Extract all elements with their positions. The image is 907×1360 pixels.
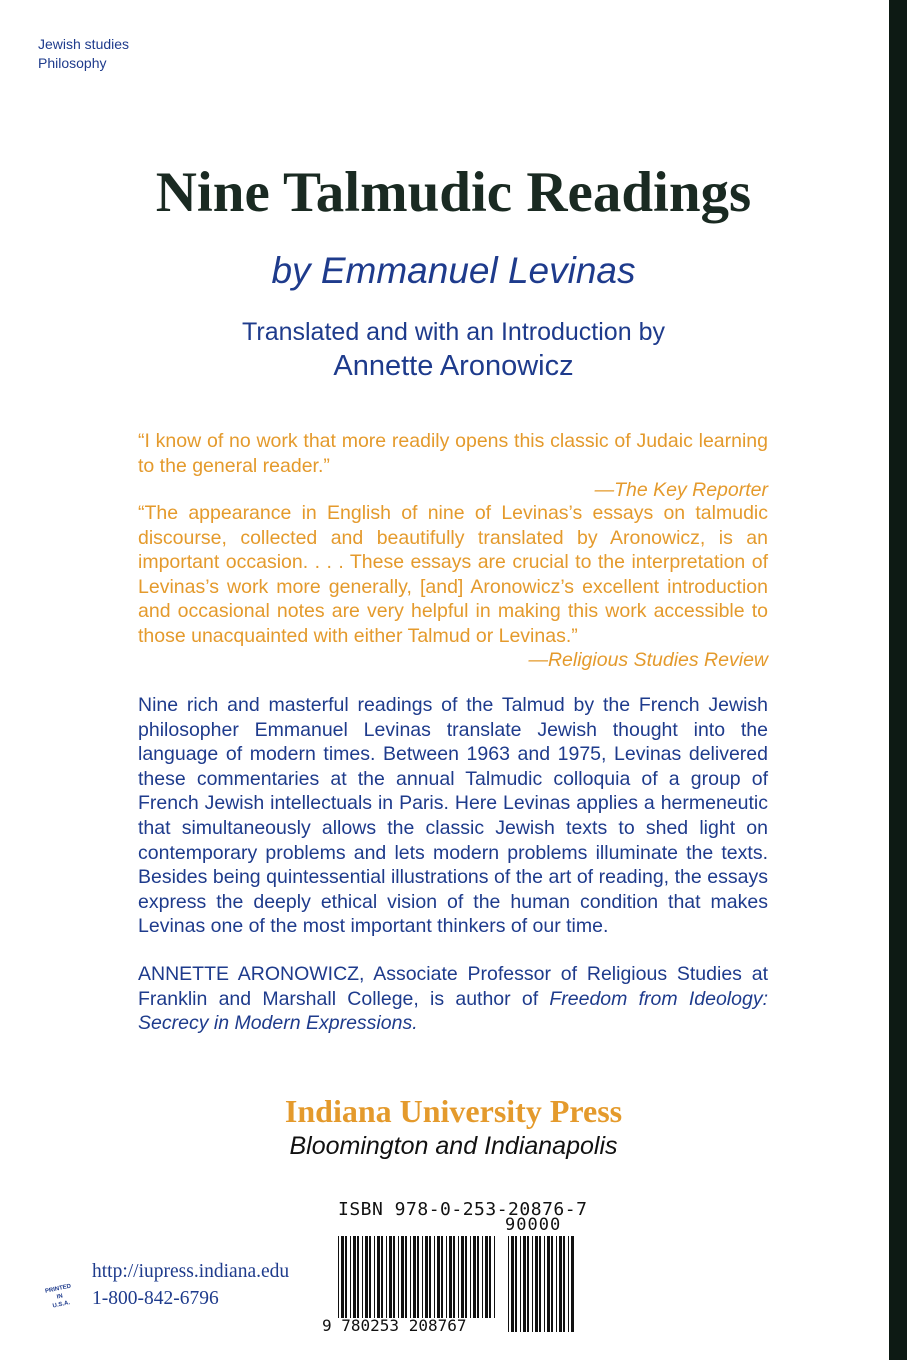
barcode-bar: [544, 1236, 545, 1332]
book-title: Nine Talmudic Readings: [155, 161, 752, 224]
review-quote: [138, 429, 768, 503]
barcode-bar: [453, 1236, 455, 1318]
category-item: Philosophy: [38, 55, 107, 71]
barcode-bar: [547, 1236, 550, 1332]
publisher-name: Indiana University Press: [284, 1093, 623, 1129]
barcode-bar: [563, 1236, 565, 1332]
price-code: 90000: [505, 1215, 562, 1235]
barcode-bar: [369, 1236, 371, 1318]
barcode-bar: [357, 1236, 359, 1318]
translator-name: Annette Aronowicz: [333, 350, 574, 382]
barcode-bar: [523, 1236, 526, 1332]
barcode-bar: [374, 1236, 375, 1318]
barcode-bar: [465, 1236, 467, 1318]
barcode-bar: [422, 1236, 423, 1318]
bio-book-title: Freedom from Ideology: Secrecy in Modern Expressions.: [138, 987, 768, 1035]
barcode-bar: [477, 1236, 479, 1318]
barcode-bar: [441, 1236, 443, 1318]
barcode-bar: [417, 1236, 419, 1318]
bio-text: ANNETTE ARONOWICZ, Associate Professor of Religious Studies at Franklin and Marshall College, is author of: [138, 963, 768, 1010]
barcode-bar: [470, 1236, 471, 1318]
barcode-bar: [437, 1236, 440, 1318]
barcode-bar: [434, 1236, 435, 1318]
isbn-label: ISBN 978-0-253-20876-7: [338, 1199, 588, 1220]
barcode-bar: [345, 1236, 347, 1318]
printed-in-usa-stamp: [40, 1278, 80, 1318]
publisher-phone: 1-800-842-6796: [92, 1288, 219, 1309]
barcode-bar: [515, 1236, 517, 1332]
barcode-bar: [535, 1236, 538, 1332]
barcode-bar: [338, 1236, 339, 1318]
barcode-bar: [353, 1236, 356, 1318]
barcode-bar: [458, 1236, 459, 1318]
quote-text: “I know of no work that more readily opens this classic of Judaic learning to the general reader.”: [138, 430, 768, 477]
barcode-bar: [571, 1236, 574, 1332]
barcode-bar: [559, 1236, 562, 1332]
barcode-bar: [413, 1236, 416, 1318]
publisher-cities: Bloomington and Indianapolis: [289, 1132, 618, 1160]
barcode-bar: [473, 1236, 476, 1318]
barcode-bar: [381, 1236, 383, 1318]
barcode-bar: [461, 1236, 464, 1318]
barcode-bar: [405, 1236, 407, 1318]
price-addon-barcode: [508, 1236, 576, 1332]
category-list: [38, 35, 129, 73]
barcode-bar: [393, 1236, 395, 1318]
barcode-bar: [365, 1236, 368, 1318]
review-quote: [138, 501, 768, 673]
quote-source: —The Key Reporter: [594, 479, 768, 501]
barcode-bar: [398, 1236, 399, 1318]
barcode-bar: [350, 1236, 351, 1318]
translator-bio: [138, 962, 768, 1036]
isbn-barcode: [338, 1236, 498, 1318]
publisher-contact: [92, 1258, 289, 1312]
svg-text:IN: IN: [56, 1293, 64, 1301]
barcode-bar: [556, 1236, 557, 1332]
quote-source: —Religious Studies Review: [528, 649, 768, 671]
barcode-bar: [401, 1236, 404, 1318]
barcode-bar: [551, 1236, 553, 1332]
publisher-url[interactable]: http://iupress.indiana.edu: [92, 1261, 290, 1282]
barcode-digits: 9 780253 208767: [322, 1316, 467, 1335]
author-line: by Emmanuel Levinas: [271, 250, 636, 291]
barcode-bar: [568, 1236, 569, 1332]
barcode-bar: [449, 1236, 452, 1318]
barcode-bar: [511, 1236, 514, 1332]
barcode-bar: [410, 1236, 411, 1318]
barcode-bar: [527, 1236, 529, 1332]
barcode-bar: [520, 1236, 521, 1332]
book-description: Nine rich and masterful readings of the Talmud by the French Jewish philosopher Emmanuel Levinas translate Jewish thought into the language of modern times. Between 1963 and 1975, Levinas delivered these commentaries at the annual Talmudic colloquia of a group of French Jewish intellectuals in Paris. Here Levinas applies a hermeneutic that simultaneously allows the classic Jewish texts to shed light on contemporary problems and lets modern problems illuminate the texts. Besides being quintessential illustrations of the art of reading, the essays express the deeply ethical vision of the human condition that makes Levinas one of the most important thinkers of our time.: [138, 694, 768, 938]
barcode-bar: [425, 1236, 428, 1318]
category-item: Jewish studies: [38, 36, 130, 52]
barcode-bar: [341, 1236, 344, 1318]
barcode-bar: [362, 1236, 363, 1318]
barcode-bar: [532, 1236, 533, 1332]
barcode-bar: [377, 1236, 380, 1318]
barcode-bar: [489, 1236, 491, 1318]
quote-text: “The appearance in English of nine of Levinas’s essays on talmudic discourse, collected and beautifully translated by Aronowicz, is an important occasion. . . . These essays are crucial to the interpretation of Levinas’s work more generally, [and] Aronowicz’s excellent introduction and occasional notes are very helpful in making this work accessible to those unacquainted with either Talmud or Levinas.”: [138, 502, 768, 647]
barcode-bar: [429, 1236, 431, 1318]
barcode-bar: [494, 1236, 495, 1318]
svg-text:PRINTED: PRINTED: [44, 1283, 72, 1295]
svg-text:U.S.A.: U.S.A.: [52, 1300, 71, 1310]
barcode-bar: [485, 1236, 488, 1318]
barcode-bar: [386, 1236, 387, 1318]
barcode-bar: [508, 1236, 509, 1332]
barcode-bar: [482, 1236, 483, 1318]
barcode-bar: [446, 1236, 447, 1318]
translated-by-line: Translated and with an Introduction by: [242, 318, 665, 346]
barcode-bar: [389, 1236, 392, 1318]
barcode-bar: [539, 1236, 541, 1332]
